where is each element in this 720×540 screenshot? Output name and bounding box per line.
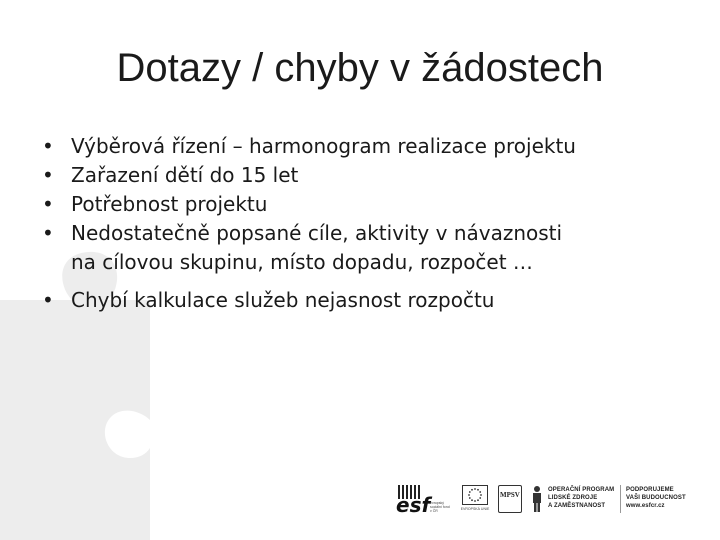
bullet-item (42, 286, 682, 315)
footer-logos (396, 481, 718, 521)
mpsv-logo-icon (496, 483, 524, 517)
esf-small-text: evropský sociální fond v ČR (430, 501, 450, 513)
footer-divider (620, 485, 621, 513)
bullet-item (42, 161, 682, 190)
eu-small-text: EVROPSKÁ UNIE (460, 507, 490, 511)
bullet-marker: • (42, 192, 54, 216)
eu-stars-icon (463, 486, 487, 504)
support-line-1: PODPORUJEME (626, 487, 674, 493)
bullet-text: Zařazení dětí do 15 let (71, 163, 299, 187)
op-lzz-figure-icon (530, 485, 544, 513)
bullet-marker: • (42, 288, 54, 312)
op-lzz-logo-icon (530, 483, 620, 517)
op-line-1: OPERAČNÍ PROGRAM (548, 487, 615, 493)
esf-logo-icon (396, 483, 454, 517)
eu-flag-icon (458, 483, 492, 517)
op-line-3: A ZAMĚSTNANOST (548, 503, 606, 509)
slide-title: Dotazy / chyby v žádostech (116, 46, 604, 90)
bullet-marker: • (42, 163, 54, 187)
bullet-text-continued: na cílovou skupinu, místo dopadu, rozpočet … (71, 250, 533, 274)
support-url: www.esfcr.cz (626, 503, 665, 509)
bullet-text: Potřebnost projektu (71, 192, 268, 216)
bullet-text: Chybí kalkulace služeb nejasnost rozpočtu (71, 288, 495, 312)
op-line-2: LIDSKÉ ZDROJE (548, 495, 598, 501)
mpsv-logo-text: MPSV (500, 491, 520, 499)
bullet-text: Výběrová řízení – harmonogram realizace projektu (71, 134, 576, 158)
bullet-item (42, 132, 682, 161)
bullet-item (42, 190, 682, 219)
bullet-marker: • (42, 221, 54, 245)
support-block (626, 483, 716, 517)
bullet-item (42, 219, 682, 277)
bullet-list (42, 132, 682, 315)
bullet-marker: • (42, 134, 54, 158)
support-line-2: VAŠI BUDOUCNOST (626, 495, 686, 501)
bullet-text: Nedostatečně popsané cíle, aktivity v návaznosti (71, 221, 563, 245)
esf-logo-text: esf (396, 493, 431, 517)
